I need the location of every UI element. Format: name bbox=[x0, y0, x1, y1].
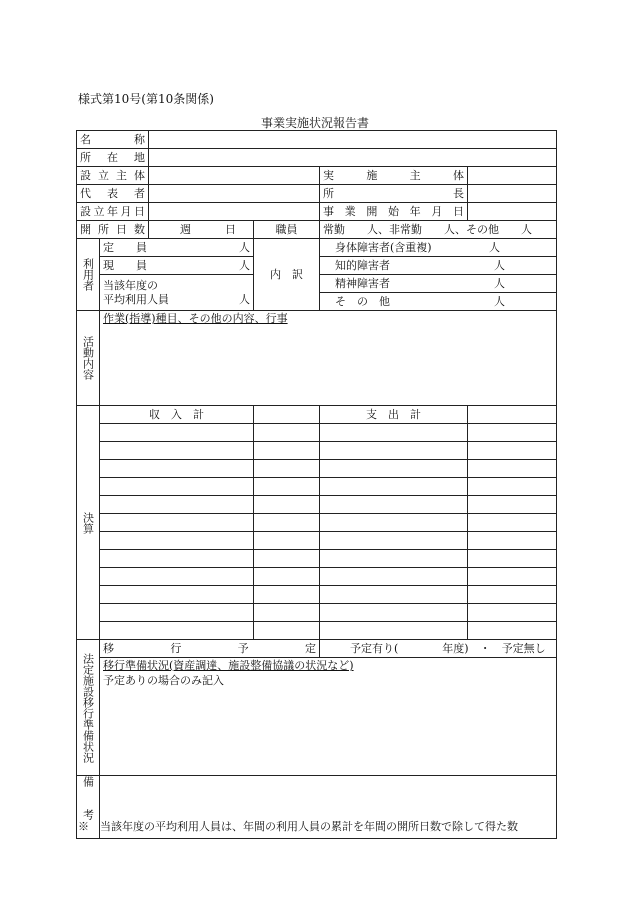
income-item[interactable] bbox=[100, 550, 254, 568]
expense-item[interactable] bbox=[320, 496, 468, 514]
expense-item[interactable] bbox=[320, 514, 468, 532]
unit-average: 人 bbox=[239, 292, 250, 306]
field-transition-status[interactable] bbox=[100, 658, 557, 776]
field-staff[interactable]: 常勤 人、非常勤 人、その他 人 bbox=[320, 221, 557, 239]
expense-amount[interactable] bbox=[468, 622, 557, 640]
expense-item[interactable] bbox=[320, 622, 468, 640]
label-founder: 設立主体 bbox=[80, 169, 145, 182]
expense-amount[interactable] bbox=[468, 604, 557, 622]
unit-intellectual: 人 bbox=[494, 259, 505, 272]
label-name: 名 称 bbox=[80, 133, 145, 146]
expense-item[interactable] bbox=[320, 478, 468, 496]
field-capacity[interactable] bbox=[100, 239, 254, 257]
table-row bbox=[77, 532, 557, 550]
row-name bbox=[77, 131, 557, 149]
expense-amount[interactable] bbox=[468, 550, 557, 568]
field-current[interactable] bbox=[100, 257, 254, 275]
row-transition-status bbox=[77, 658, 557, 776]
days-label: 日 bbox=[225, 223, 236, 236]
expense-item[interactable] bbox=[320, 586, 468, 604]
field-start-date[interactable] bbox=[468, 203, 557, 221]
field-average[interactable] bbox=[100, 275, 254, 311]
row-established bbox=[77, 203, 557, 221]
transition-status-heading: 移行準備状況(資産調達、施設整備協議の状況など) bbox=[103, 659, 354, 672]
report-form-table bbox=[76, 130, 557, 839]
income-item[interactable] bbox=[100, 424, 254, 442]
income-amount[interactable] bbox=[254, 424, 320, 442]
label-capacity: 定 員 bbox=[103, 241, 147, 254]
expense-item[interactable] bbox=[320, 424, 468, 442]
income-amount[interactable] bbox=[254, 460, 320, 478]
income-amount[interactable] bbox=[254, 586, 320, 604]
field-founder[interactable] bbox=[149, 167, 320, 185]
income-amount[interactable] bbox=[254, 604, 320, 622]
income-total-amount[interactable] bbox=[254, 406, 320, 424]
expense-amount[interactable] bbox=[468, 460, 557, 478]
income-item[interactable] bbox=[100, 604, 254, 622]
expense-item[interactable] bbox=[320, 532, 468, 550]
per-week-label: 週 bbox=[180, 223, 191, 236]
label-activity: 活動内容 bbox=[77, 311, 100, 406]
expense-item[interactable] bbox=[320, 460, 468, 478]
field-physical[interactable] bbox=[320, 239, 557, 257]
expense-amount[interactable] bbox=[468, 532, 557, 550]
transition-note: 予定ありの場合のみ記入 bbox=[103, 674, 224, 687]
expense-amount[interactable] bbox=[468, 424, 557, 442]
income-amount[interactable] bbox=[254, 532, 320, 550]
expense-total-header: 支 出 計 bbox=[320, 406, 468, 424]
label-representative: 代 表 者 bbox=[80, 187, 145, 200]
label-remarks-text: 備考 bbox=[81, 776, 95, 820]
expense-item[interactable] bbox=[320, 568, 468, 586]
label-operator: 実 施 主 体 bbox=[323, 169, 464, 182]
label-users: 利用者 bbox=[77, 239, 100, 311]
table-row bbox=[77, 604, 557, 622]
income-item[interactable] bbox=[100, 586, 254, 604]
footnote: ※ 当該年度の平均利用人員は、年間の利用人員の累計を年間の開所日数で除して得た数 bbox=[78, 820, 518, 833]
label-physical: 身体障害者(含重複) bbox=[335, 241, 432, 254]
label-transition: 法定施設移行準備状況 bbox=[77, 640, 100, 776]
field-representative[interactable] bbox=[149, 185, 320, 203]
table-row bbox=[77, 568, 557, 586]
income-amount[interactable] bbox=[254, 622, 320, 640]
unit-current: 人 bbox=[239, 259, 250, 272]
table-row bbox=[77, 514, 557, 532]
label-intellectual: 知的障害者 bbox=[335, 259, 390, 272]
label-current: 現 員 bbox=[103, 259, 147, 272]
table-row bbox=[77, 550, 557, 568]
activity-heading: 作業(指導)種目、その他の内容、行事 bbox=[103, 312, 288, 325]
expense-amount[interactable] bbox=[468, 496, 557, 514]
field-operator[interactable] bbox=[468, 167, 557, 185]
expense-amount[interactable] bbox=[468, 568, 557, 586]
income-item[interactable] bbox=[100, 460, 254, 478]
field-director[interactable] bbox=[468, 185, 557, 203]
label-mental: 精神障害者 bbox=[335, 277, 390, 290]
document-title: 事業実施状況報告書 bbox=[260, 116, 369, 130]
income-amount[interactable] bbox=[254, 478, 320, 496]
label-other: そ の 他 bbox=[335, 295, 390, 308]
label-established: 設立年月日 bbox=[80, 205, 145, 218]
expense-amount[interactable] bbox=[468, 514, 557, 532]
income-item[interactable] bbox=[100, 496, 254, 514]
label-director: 所 長 bbox=[323, 187, 464, 200]
unit-physical: 人 bbox=[489, 241, 500, 254]
table-row bbox=[77, 442, 557, 460]
expense-item[interactable] bbox=[320, 604, 468, 622]
income-item[interactable] bbox=[100, 478, 254, 496]
row-open-days bbox=[77, 221, 557, 239]
income-amount[interactable] bbox=[254, 514, 320, 532]
field-mental[interactable] bbox=[320, 275, 557, 293]
field-other[interactable] bbox=[320, 293, 557, 311]
label-average-1: 当該年度の bbox=[103, 278, 158, 292]
unit-capacity: 人 bbox=[239, 241, 250, 254]
unit-other: 人 bbox=[494, 295, 505, 308]
form-number: 様式第10号(第10条関係) bbox=[78, 92, 214, 106]
row-transition-plan bbox=[77, 640, 557, 658]
income-amount[interactable] bbox=[254, 550, 320, 568]
row-address bbox=[77, 149, 557, 167]
income-item[interactable] bbox=[100, 532, 254, 550]
unit-mental: 人 bbox=[494, 277, 505, 290]
table-row bbox=[77, 496, 557, 514]
income-amount[interactable] bbox=[254, 496, 320, 514]
income-amount[interactable] bbox=[254, 442, 320, 460]
field-intellectual[interactable] bbox=[320, 257, 557, 275]
label-staff: 職員 bbox=[254, 221, 320, 239]
income-item[interactable] bbox=[100, 568, 254, 586]
row-settlement-header bbox=[77, 406, 557, 424]
label-settlement: 決算 bbox=[77, 406, 100, 640]
row-users-capacity bbox=[77, 239, 557, 257]
label-transition-plan: 移 行 予 定 bbox=[103, 642, 316, 655]
expense-item[interactable] bbox=[320, 550, 468, 568]
label-address: 所 在 地 bbox=[80, 151, 145, 164]
table-row bbox=[77, 460, 557, 478]
field-transition-plan[interactable]: 予定有り( 年度) ・ 予定無し bbox=[320, 640, 557, 658]
income-amount[interactable] bbox=[254, 568, 320, 586]
label-breakdown: 内 訳 bbox=[254, 239, 320, 311]
field-established[interactable] bbox=[149, 203, 320, 221]
expense-amount[interactable] bbox=[468, 442, 557, 460]
table-row bbox=[77, 424, 557, 442]
row-activity bbox=[77, 311, 557, 406]
expense-amount[interactable] bbox=[468, 478, 557, 496]
field-open-days[interactable] bbox=[149, 221, 254, 239]
table-row bbox=[77, 622, 557, 640]
row-representative bbox=[77, 185, 557, 203]
label-start-date: 事業開始年月日 bbox=[323, 205, 464, 218]
income-item[interactable] bbox=[100, 442, 254, 460]
row-founder bbox=[77, 167, 557, 185]
label-average-2: 平均利用人員 bbox=[103, 292, 169, 306]
income-item[interactable] bbox=[100, 622, 254, 640]
field-activity[interactable] bbox=[100, 311, 557, 406]
table-row bbox=[77, 478, 557, 496]
label-open-days: 開所日数 bbox=[80, 223, 145, 236]
expense-amount[interactable] bbox=[468, 586, 557, 604]
expense-total-amount[interactable] bbox=[468, 406, 557, 424]
table-row bbox=[77, 586, 557, 604]
income-total-header: 収 入 計 bbox=[100, 406, 254, 424]
field-name[interactable] bbox=[149, 131, 557, 149]
field-address[interactable] bbox=[149, 149, 557, 167]
income-item[interactable] bbox=[100, 514, 254, 532]
expense-item[interactable] bbox=[320, 442, 468, 460]
